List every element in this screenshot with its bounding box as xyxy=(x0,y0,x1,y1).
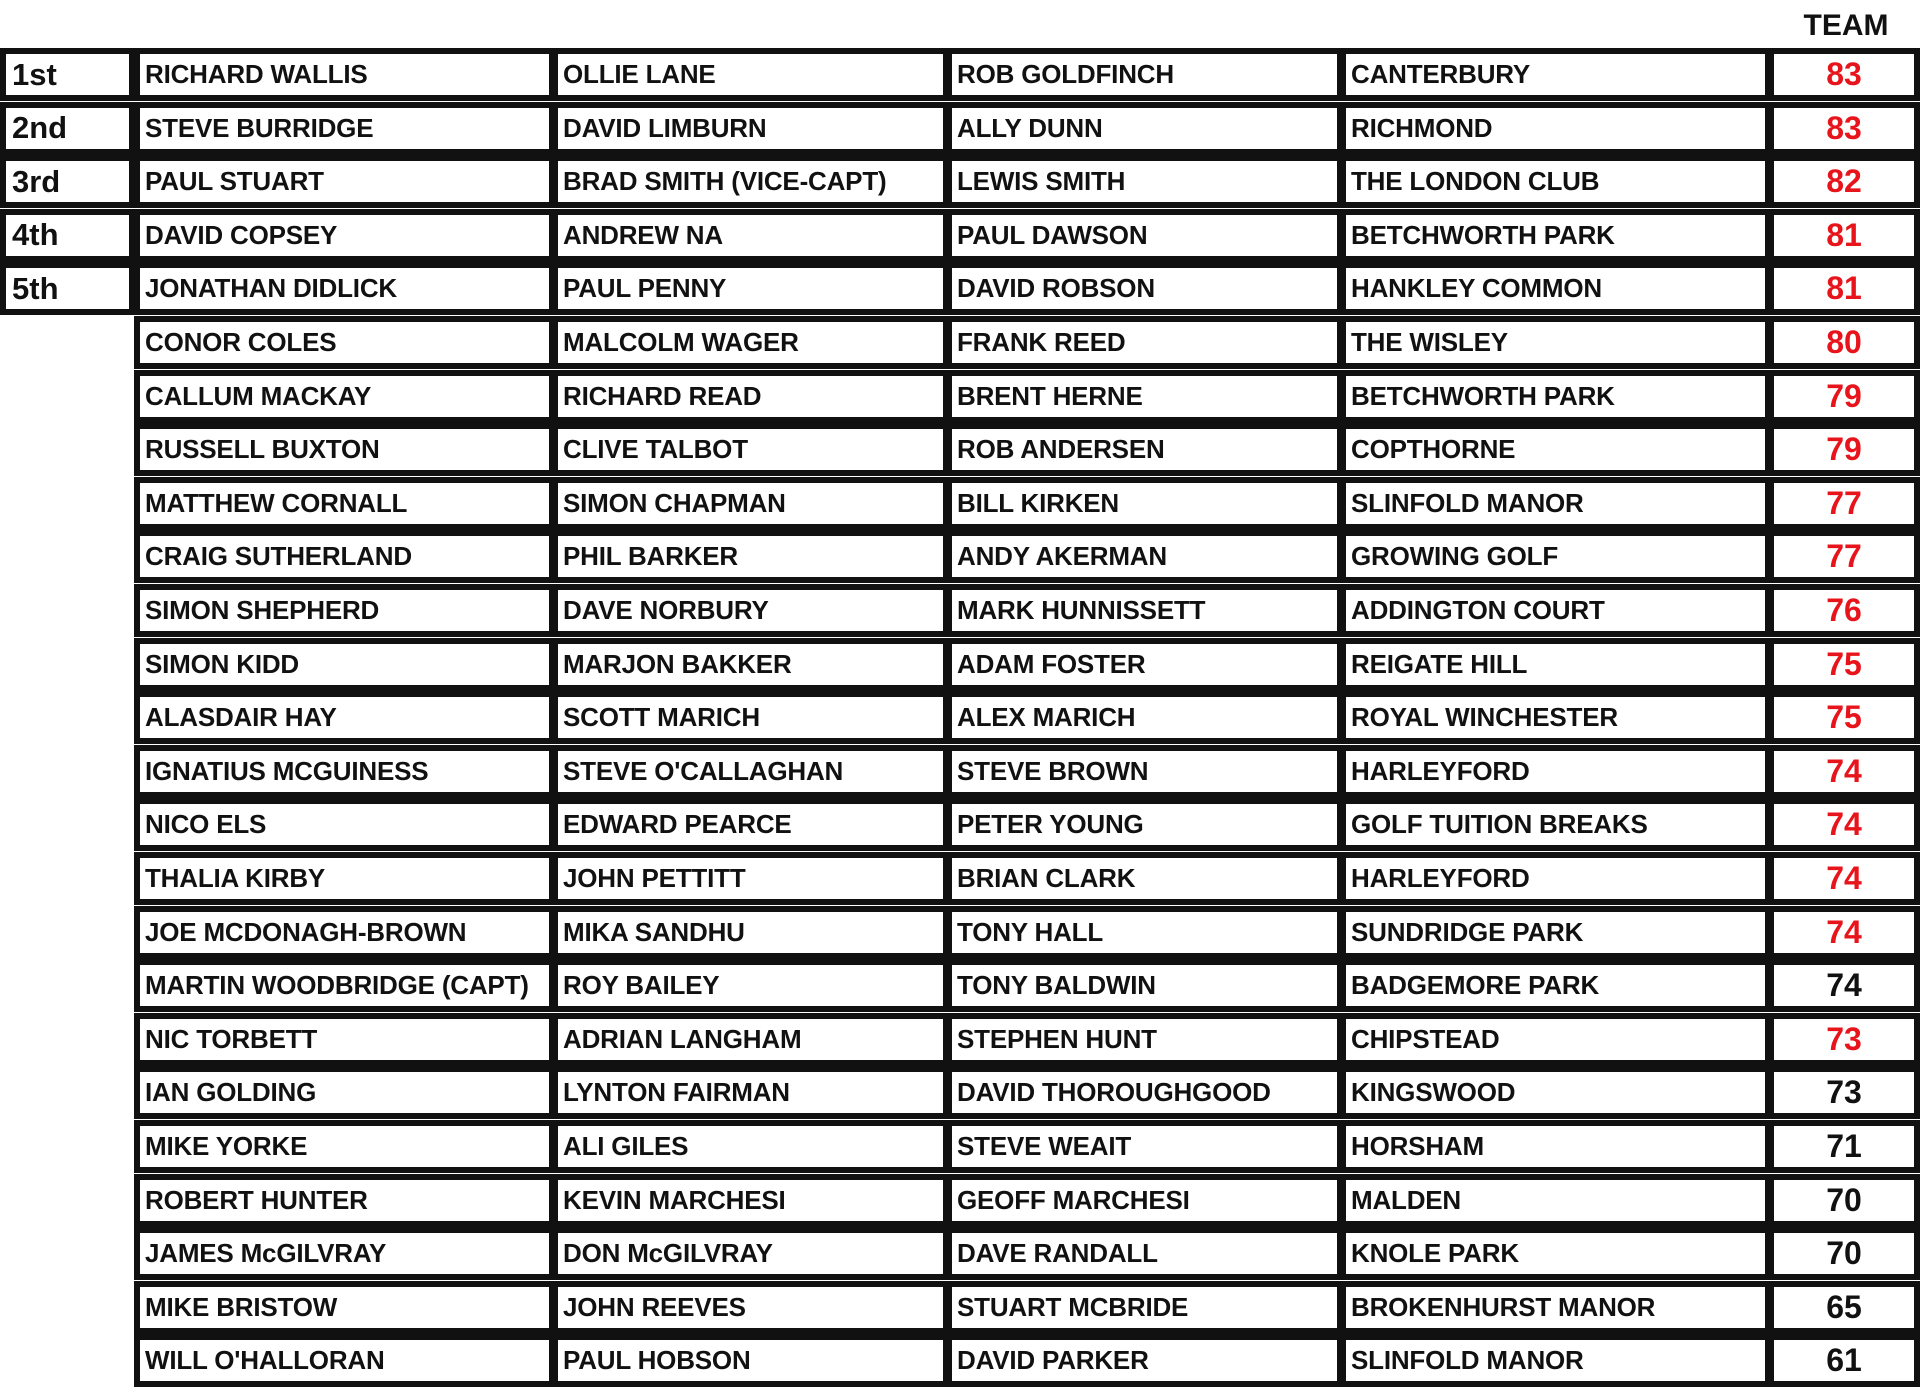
club-cell: HORSHAM xyxy=(1340,1120,1771,1173)
player3-cell: BRENT HERNE xyxy=(946,370,1343,423)
player1-cell: RUSSELL BUXTON xyxy=(134,423,555,476)
table-row xyxy=(0,584,1920,637)
club-cell: BROKENHURST MANOR xyxy=(1340,1281,1771,1334)
club-cell: ROYAL WINCHESTER xyxy=(1340,691,1771,744)
player2-cell: CLIVE TALBOT xyxy=(552,423,949,476)
team-score-cell: 83 xyxy=(1768,48,1920,101)
team-score-cell: 79 xyxy=(1768,370,1920,423)
player1-cell: WILL O'HALLORAN xyxy=(134,1334,555,1387)
player2-cell: MIKA SANDHU xyxy=(552,906,949,959)
table-row xyxy=(0,1013,1920,1066)
club-cell: THE WISLEY xyxy=(1340,316,1771,369)
player3-cell: DAVID THOROUGHGOOD xyxy=(946,1066,1343,1119)
position-cell: 5th xyxy=(0,262,135,315)
table-row xyxy=(0,316,1920,369)
team-score-cell: 74 xyxy=(1768,745,1920,798)
club-cell: MALDEN xyxy=(1340,1174,1771,1227)
club-cell: HARLEYFORD xyxy=(1340,852,1771,905)
team-score-cell: 82 xyxy=(1768,155,1920,208)
player2-cell: DAVID LIMBURN xyxy=(552,102,949,155)
player1-cell: ALASDAIR HAY xyxy=(134,691,555,744)
player3-cell: DAVID PARKER xyxy=(946,1334,1343,1387)
player1-cell: RICHARD WALLIS xyxy=(134,48,555,101)
player1-cell: NIC TORBETT xyxy=(134,1013,555,1066)
club-cell: SUNDRIDGE PARK xyxy=(1340,906,1771,959)
player3-cell: TONY BALDWIN xyxy=(946,959,1343,1012)
player3-cell: STUART MCBRIDE xyxy=(946,1281,1343,1334)
table-row xyxy=(0,1281,1920,1334)
player2-cell: ROY BAILEY xyxy=(552,959,949,1012)
player3-cell: STEVE WEAIT xyxy=(946,1120,1343,1173)
player1-cell: JOE MCDONAGH-BROWN xyxy=(134,906,555,959)
team-score-cell: 65 xyxy=(1768,1281,1920,1334)
player1-cell: DAVID COPSEY xyxy=(134,209,555,262)
player3-cell: DAVID ROBSON xyxy=(946,262,1343,315)
player3-cell: ROB GOLDFINCH xyxy=(946,48,1343,101)
player3-cell: PAUL DAWSON xyxy=(946,209,1343,262)
position-cell: 2nd xyxy=(0,102,135,155)
player2-cell: STEVE O'CALLAGHAN xyxy=(552,745,949,798)
player1-cell: CALLUM MACKAY xyxy=(134,370,555,423)
team-score-cell: 74 xyxy=(1768,852,1920,905)
player1-cell: SIMON SHEPHERD xyxy=(134,584,555,637)
player1-cell: THALIA KIRBY xyxy=(134,852,555,905)
team-score-cell: 75 xyxy=(1768,638,1920,691)
team-score-cell: 77 xyxy=(1768,477,1920,530)
club-cell: HARLEYFORD xyxy=(1340,745,1771,798)
club-cell: GROWING GOLF xyxy=(1340,530,1771,583)
player2-cell: DON McGILVRAY xyxy=(552,1227,949,1280)
player1-cell: MIKE YORKE xyxy=(134,1120,555,1173)
player3-cell: GEOFF MARCHESI xyxy=(946,1174,1343,1227)
player2-cell: EDWARD PEARCE xyxy=(552,798,949,851)
team-score-cell: 61 xyxy=(1768,1334,1920,1387)
club-cell: SLINFOLD MANOR xyxy=(1340,477,1771,530)
player2-cell: ANDREW NA xyxy=(552,209,949,262)
team-score-cell: 74 xyxy=(1768,959,1920,1012)
team-score-cell: 83 xyxy=(1768,102,1920,155)
player3-cell: LEWIS SMITH xyxy=(946,155,1343,208)
table-row xyxy=(0,262,1920,315)
player2-cell: BRAD SMITH (VICE-CAPT) xyxy=(552,155,949,208)
player2-cell: PAUL PENNY xyxy=(552,262,949,315)
player1-cell: NICO ELS xyxy=(134,798,555,851)
table-row xyxy=(0,798,1920,851)
position-cell: 3rd xyxy=(0,155,135,208)
team-score-cell: 81 xyxy=(1768,262,1920,315)
club-cell: CHIPSTEAD xyxy=(1340,1013,1771,1066)
table-row xyxy=(0,48,1920,101)
player3-cell: BILL KIRKEN xyxy=(946,477,1343,530)
table-row xyxy=(0,370,1920,423)
player2-cell: MALCOLM WAGER xyxy=(552,316,949,369)
table-row xyxy=(0,691,1920,744)
player3-cell: PETER YOUNG xyxy=(946,798,1343,851)
team-score-cell: 80 xyxy=(1768,316,1920,369)
player1-cell: MARTIN WOODBRIDGE (CAPT) xyxy=(134,959,555,1012)
player1-cell: IAN GOLDING xyxy=(134,1066,555,1119)
player2-cell: LYNTON FAIRMAN xyxy=(552,1066,949,1119)
player2-cell: SCOTT MARICH xyxy=(552,691,949,744)
table-row xyxy=(0,1227,1920,1280)
player2-cell: RICHARD READ xyxy=(552,370,949,423)
table-row xyxy=(0,477,1920,530)
club-cell: THE LONDON CLUB xyxy=(1340,155,1771,208)
table-row xyxy=(0,959,1920,1012)
team-score-cell: 73 xyxy=(1768,1013,1920,1066)
team-score-cell: 81 xyxy=(1768,209,1920,262)
team-score-cell: 74 xyxy=(1768,906,1920,959)
table-row xyxy=(0,530,1920,583)
table-row xyxy=(0,1174,1920,1227)
table-row xyxy=(0,638,1920,691)
player1-cell: JONATHAN DIDLICK xyxy=(134,262,555,315)
player1-cell: MIKE BRISTOW xyxy=(134,1281,555,1334)
club-cell: CANTERBURY xyxy=(1340,48,1771,101)
player1-cell: JAMES McGILVRAY xyxy=(134,1227,555,1280)
table-row xyxy=(0,906,1920,959)
player1-cell: STEVE BURRIDGE xyxy=(134,102,555,155)
player1-cell: CONOR COLES xyxy=(134,316,555,369)
player3-cell: STEVE BROWN xyxy=(946,745,1343,798)
club-cell: REIGATE HILL xyxy=(1340,638,1771,691)
player2-cell: ADRIAN LANGHAM xyxy=(552,1013,949,1066)
position-cell: 4th xyxy=(0,209,135,262)
table-row xyxy=(0,155,1920,208)
team-score-cell: 71 xyxy=(1768,1120,1920,1173)
club-cell: SLINFOLD MANOR xyxy=(1340,1334,1771,1387)
player2-cell: KEVIN MARCHESI xyxy=(552,1174,949,1227)
club-cell: ADDINGTON COURT xyxy=(1340,584,1771,637)
team-score-cell: 76 xyxy=(1768,584,1920,637)
team-score-cell: 73 xyxy=(1768,1066,1920,1119)
player2-cell: JOHN PETTITT xyxy=(552,852,949,905)
table-row xyxy=(0,209,1920,262)
player2-cell: PAUL HOBSON xyxy=(552,1334,949,1387)
player1-cell: MATTHEW CORNALL xyxy=(134,477,555,530)
team-column-header: TEAM xyxy=(1803,9,1889,42)
player3-cell: ALLY DUNN xyxy=(946,102,1343,155)
player2-cell: DAVE NORBURY xyxy=(552,584,949,637)
player2-cell: PHIL BARKER xyxy=(552,530,949,583)
club-cell: BETCHWORTH PARK xyxy=(1340,370,1771,423)
table-row xyxy=(0,1120,1920,1173)
player3-cell: TONY HALL xyxy=(946,906,1343,959)
club-cell: KNOLE PARK xyxy=(1340,1227,1771,1280)
team-score-cell: 75 xyxy=(1768,691,1920,744)
table-row xyxy=(0,745,1920,798)
player3-cell: MARK HUNNISSETT xyxy=(946,584,1343,637)
position-cell: 1st xyxy=(0,48,135,101)
player1-cell: PAUL STUART xyxy=(134,155,555,208)
player1-cell: SIMON KIDD xyxy=(134,638,555,691)
player2-cell: SIMON CHAPMAN xyxy=(552,477,949,530)
player3-cell: ALEX MARICH xyxy=(946,691,1343,744)
player3-cell: DAVE RANDALL xyxy=(946,1227,1343,1280)
player2-cell: ALI GILES xyxy=(552,1120,949,1173)
club-cell: HANKLEY COMMON xyxy=(1340,262,1771,315)
team-score-cell: 74 xyxy=(1768,798,1920,851)
player2-cell: OLLIE LANE xyxy=(552,48,949,101)
table-row xyxy=(0,102,1920,155)
table-row xyxy=(0,1334,1920,1387)
table-row xyxy=(0,1066,1920,1119)
player3-cell: ROB ANDERSEN xyxy=(946,423,1343,476)
club-cell: GOLF TUITION BREAKS xyxy=(1340,798,1771,851)
player3-cell: STEPHEN HUNT xyxy=(946,1013,1343,1066)
player1-cell: ROBERT HUNTER xyxy=(134,1174,555,1227)
player1-cell: IGNATIUS MCGUINESS xyxy=(134,745,555,798)
club-cell: BADGEMORE PARK xyxy=(1340,959,1771,1012)
team-score-cell: 70 xyxy=(1768,1227,1920,1280)
club-cell: RICHMOND xyxy=(1340,102,1771,155)
player3-cell: FRANK REED xyxy=(946,316,1343,369)
club-cell: KINGSWOOD xyxy=(1340,1066,1771,1119)
player2-cell: JOHN REEVES xyxy=(552,1281,949,1334)
team-score-cell: 79 xyxy=(1768,423,1920,476)
player2-cell: MARJON BAKKER xyxy=(552,638,949,691)
club-cell: COPTHORNE xyxy=(1340,423,1771,476)
table-row xyxy=(0,852,1920,905)
team-score-cell: 70 xyxy=(1768,1174,1920,1227)
player1-cell: CRAIG SUTHERLAND xyxy=(134,530,555,583)
club-cell: BETCHWORTH PARK xyxy=(1340,209,1771,262)
player3-cell: BRIAN CLARK xyxy=(946,852,1343,905)
player3-cell: ANDY AKERMAN xyxy=(946,530,1343,583)
player3-cell: ADAM FOSTER xyxy=(946,638,1343,691)
team-score-cell: 77 xyxy=(1768,530,1920,583)
table-row xyxy=(0,423,1920,476)
